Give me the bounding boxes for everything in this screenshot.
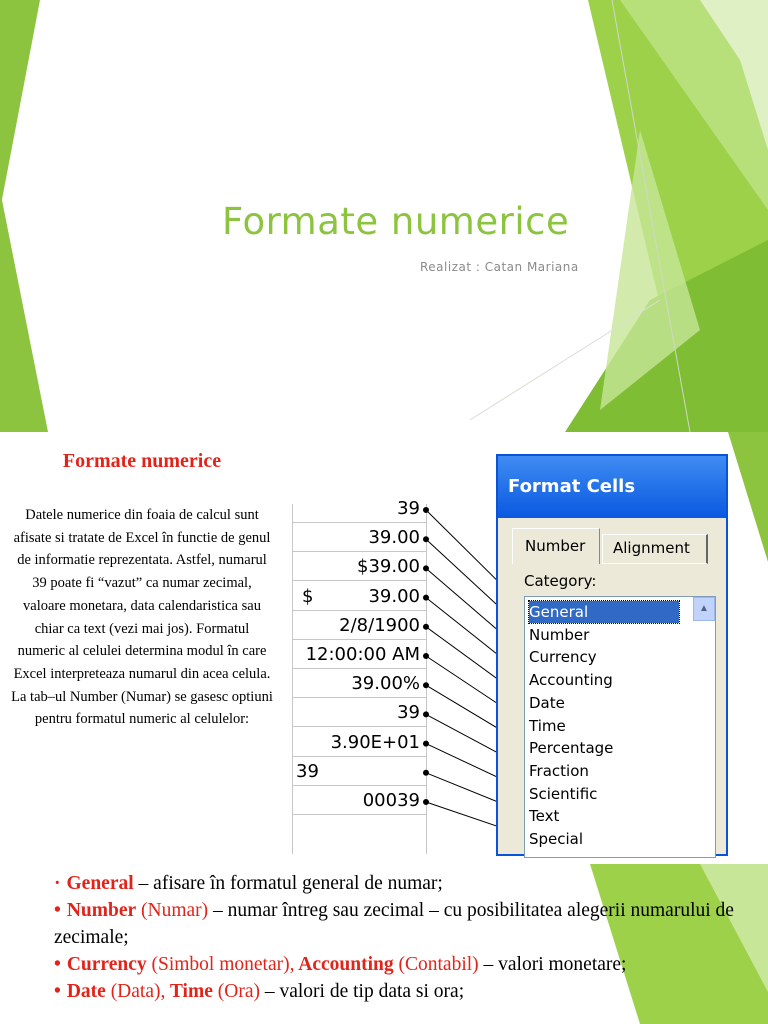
category-item-text[interactable]: Text (529, 807, 560, 826)
category-item-fraction[interactable]: Fraction (529, 761, 589, 780)
cell-value: 39.00 (368, 527, 420, 549)
cell-value: 12:00:00 AM (305, 644, 420, 665)
category-item-special[interactable]: Special (529, 830, 584, 848)
content-slide (0, 432, 768, 1024)
scroll-up-icon[interactable]: ▲ (693, 597, 715, 621)
cell-value: 2/8/1900 (339, 614, 420, 636)
description-paragraph: Datele numerice din foaia de calcul sunt afisate si tratate de Excel în functie de genul de informatie reprezentata. Astfel, numarul 39 poate fi “vazut” ca numar zecimal, valoare monetara, data calendaristica sau chiar ca text (vezi mai jos). Formatul numeric al celulei determina modul în care Excel interpreteaza numarul din acea celula. La tab–ul Number (Numar) se gasesc optiuni pentru formatul numeric al celulelor: (11, 507, 273, 728)
cell-value: $39.00 (357, 556, 420, 578)
bullet-item: · General – afisare în formatul general de numar; (54, 873, 443, 894)
category-list[interactable] (524, 596, 716, 858)
format-cells-dialog (496, 454, 728, 856)
category-item-currency[interactable]: Currency (529, 648, 597, 667)
cell-value: 39.00 (368, 585, 420, 607)
dialog-title: Format Cells (498, 456, 726, 518)
cell-value: 39.00% (351, 673, 420, 695)
tab-alignment[interactable]: Alignment (602, 534, 708, 564)
bullet-list (54, 870, 754, 1005)
category-item-scientific[interactable]: Scientific (529, 784, 598, 803)
title-slide (0, 0, 768, 432)
category-item-date[interactable]: Date (529, 693, 565, 712)
bullet-item: • Date (Data), Time (Ora) – valori de tip data si ora; (54, 981, 465, 1002)
cell-value: 00039 (362, 790, 420, 811)
section-heading: Formate numerice (62, 450, 222, 472)
tab-number[interactable]: Number (512, 528, 600, 564)
bullet-item: • Currency (Simbol monetar), Accounting (Contabil) – valori monetare; (54, 954, 627, 975)
category-item-time[interactable]: Time (529, 716, 566, 735)
cell-value: 39 (296, 760, 319, 782)
slide-subtitle: Realizat : Catan Mariana (420, 260, 579, 274)
slide-title: Formate numerice (222, 200, 570, 243)
cell-prefix: $ (302, 585, 314, 607)
cell-value: 3.90E+01 (330, 731, 420, 753)
excel-format-illustration (282, 454, 732, 856)
category-label: Category: (524, 572, 597, 590)
category-item-number[interactable]: Number (529, 625, 590, 644)
category-item-accounting[interactable]: Accounting (529, 671, 613, 690)
category-item-general[interactable]: General (529, 601, 679, 623)
cell-value: 39 (397, 702, 420, 724)
connector-dot (424, 741, 429, 746)
bullet-item: • Number (Numar) – numar întreg sau zecimal – cu posibilitatea alegerii numarului de zecimale; (54, 900, 734, 948)
category-item-percentage[interactable]: Percentage (529, 739, 614, 758)
cell-value: 39 (397, 498, 420, 519)
